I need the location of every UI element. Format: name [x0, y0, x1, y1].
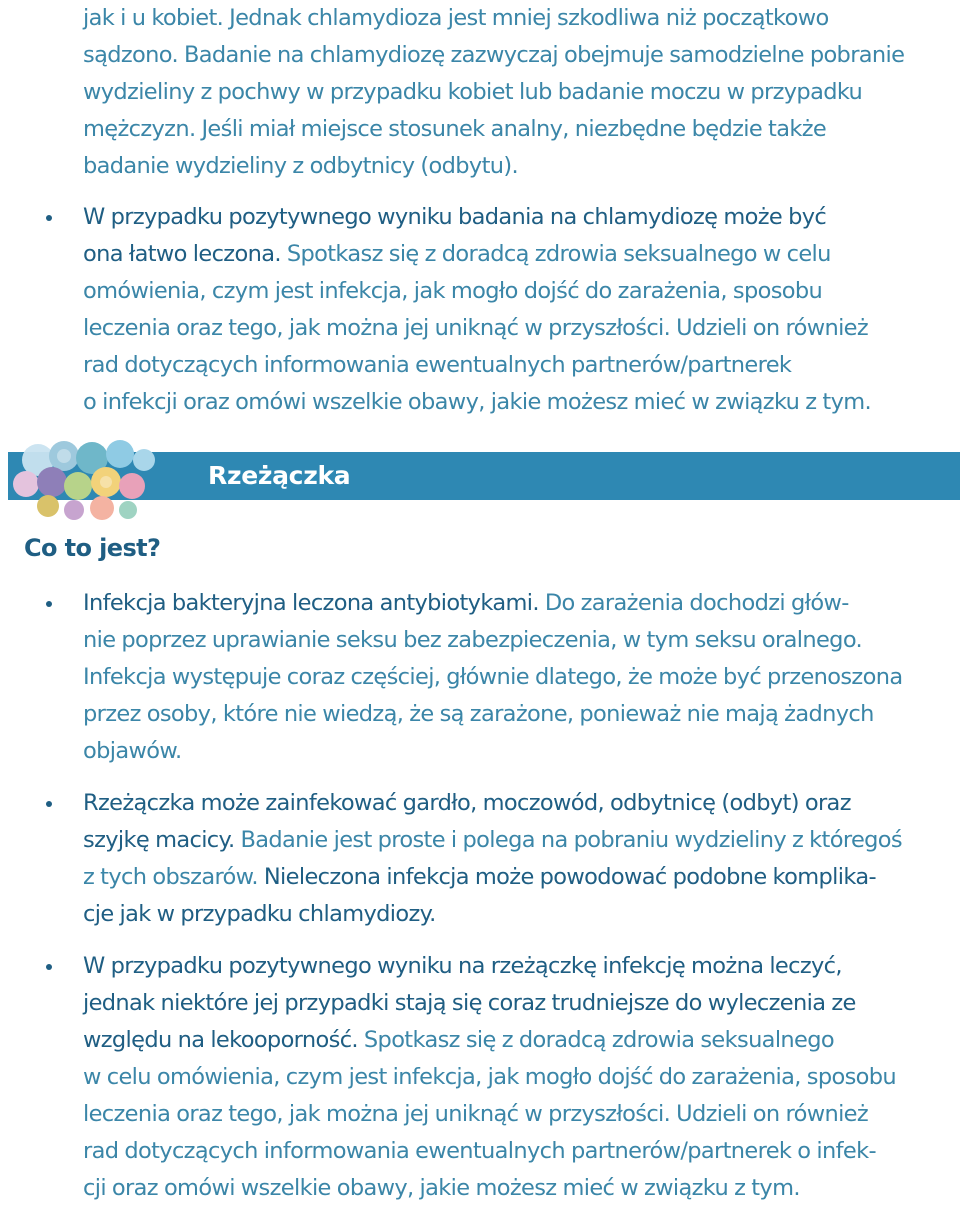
text-span: Nieleczona infekcja może powodować podobne komplika- [257, 864, 876, 890]
intro-line: mężczyzn. Jeśli miał miejsce stosunek analny, niezbędne będzie także [83, 116, 827, 142]
chlamydia-treatment-paragraph [83, 199, 960, 421]
bullet-dot [46, 964, 52, 970]
text-span: Spotkasz się z doradcą zdrowia seksualnego w celu [280, 241, 831, 267]
intro-line: wydzieliny z pochwy w przypadku kobiet lub badanie moczu w przypadku [83, 79, 863, 105]
text-line: w celu omówienia, czym jest infekcja, jak mogło dojść do zarażenia, sposobu [83, 1064, 897, 1090]
bullet-dot [46, 601, 52, 607]
text-line: jednak niektóre jej przypadki stają się coraz trudniejsze do wyleczenia ze [83, 990, 856, 1016]
bullet-dot [46, 801, 52, 807]
text-line: omówienia, czym jest infekcja, jak mogło dojść do zarażenia, sposobu [83, 278, 823, 304]
text-line: leczenia oraz tego, jak można jej uniknąć w przyszłości. Udzieli on również [83, 315, 869, 341]
text-line: przez osoby, które nie wiedzą, że są zarażone, ponieważ nie mają żadnych [83, 701, 874, 727]
text-line: W przypadku pozytywnego wyniku badania na chlamydiozę może być [83, 204, 827, 230]
text-line: Rzeżączka może zainfekować gardło, moczowód, odbytnicę (odbyt) oraz [83, 790, 851, 816]
text-line: nie poprzez uprawianie seksu bez zabezpieczenia, w tym seksu oralnego. [83, 627, 863, 653]
text-span: Badanie jest proste i polega na pobraniu wydzieliny z któregoś [234, 827, 902, 853]
text-span: ona łatwo leczona. [83, 241, 281, 267]
text-line: objawów. [83, 738, 182, 764]
text-line: cji oraz omówi wszelkie obawy, jakie możesz mieć w związku z tym. [83, 1175, 800, 1201]
text-line: rad dotyczących informowania ewentualnych partnerów/partnerek [83, 352, 792, 378]
intro-line: sądzono. Badanie na chlamydiozę zazwyczaj obejmuje samodzielne pobranie [83, 42, 905, 68]
text-span: szyjkę macicy. [83, 827, 235, 853]
subheading: Co to jest? [24, 534, 161, 562]
text-line: Infekcja występuje coraz częściej, głównie dlatego, że może być przenoszona [83, 664, 903, 690]
gonorrhea-infection-sites-paragraph [83, 785, 960, 933]
text-line: leczenia oraz tego, jak można jej uniknąć w przyszłości. Udzieli on również [83, 1101, 869, 1127]
text-line: W przypadku pozytywnego wyniku na rzeżączkę infekcję można leczyć, [83, 953, 842, 979]
gonorrhea-definition-paragraph [83, 585, 960, 770]
bullet-dot [46, 215, 52, 221]
text-line: o infekcji oraz omówi wszelkie obawy, jakie możesz mieć w związku z tym. [83, 389, 872, 415]
intro-line: badanie wydzieliny z odbytnicy (odbytu). [83, 153, 518, 179]
text-span: Infekcja bakteryjna leczona antybiotykami. [83, 590, 539, 616]
text-span: względu na lekooporność. [83, 1027, 358, 1053]
text-span: Spotkasz się z doradcą zdrowia seksualnego [357, 1027, 834, 1053]
text-span: z tych obszarów. [83, 864, 258, 890]
text-line: cje jak w przypadku chlamydiozy. [83, 901, 436, 927]
intro-paragraph [83, 0, 960, 185]
text-line: rad dotyczących informowania ewentualnych partnerów/partnerek o infek- [83, 1138, 876, 1164]
section-title: Rzeżączka [208, 461, 351, 490]
colored-circles-icon [8, 438, 158, 520]
gonorrhea-treatment-paragraph [83, 948, 960, 1207]
intro-line: jak i u kobiet. Jednak chlamydioza jest mniej szkodliwa niż początkowo [83, 5, 829, 31]
text-span: Do zarażenia dochodzi głów- [538, 590, 849, 616]
